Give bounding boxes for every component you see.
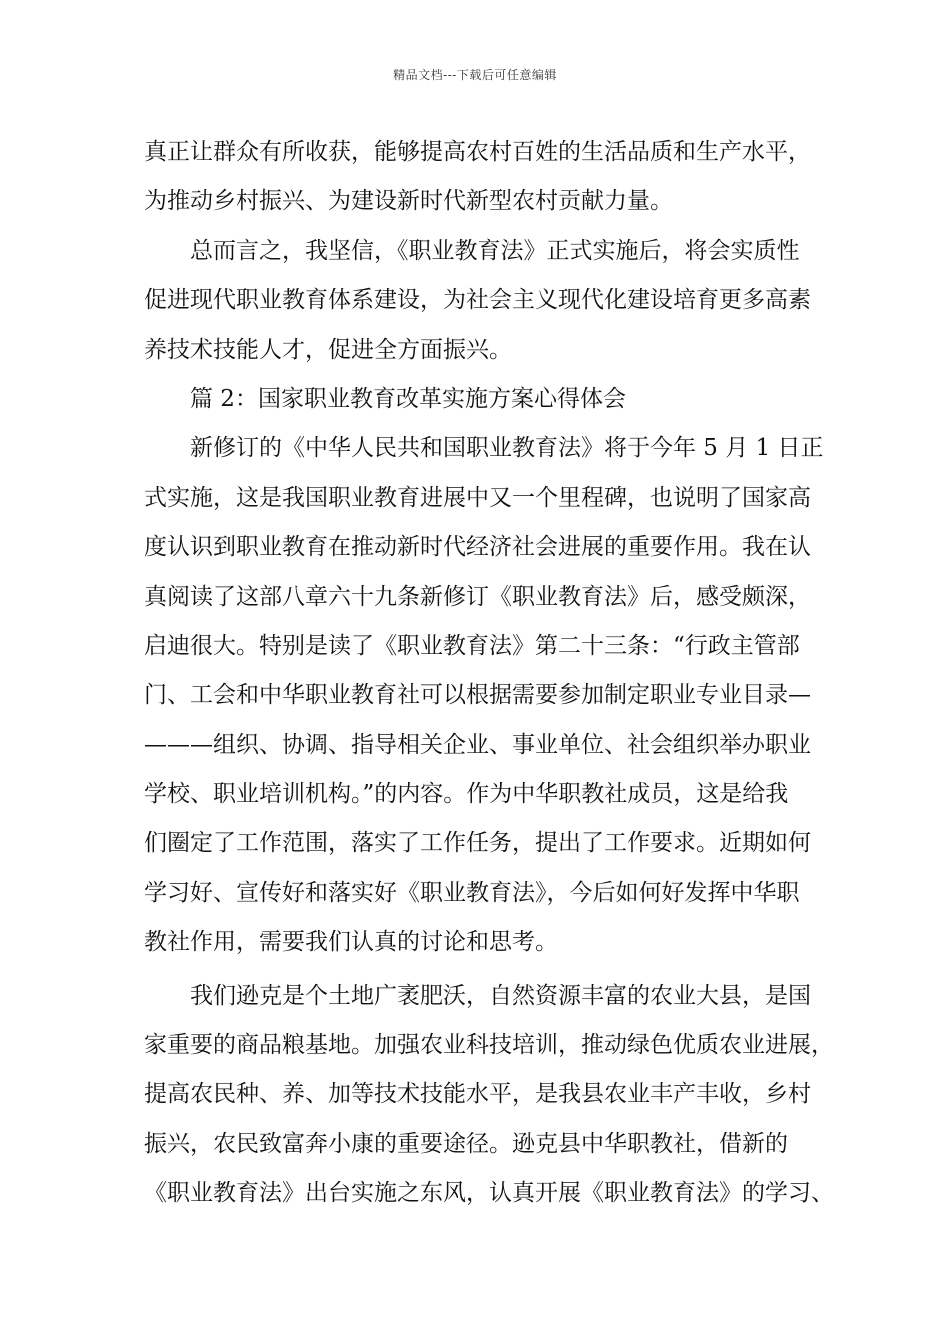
text-line: 家重要的商品粮基地。加强农业科技培训，推动绿色优质农业进展， — [144, 1032, 834, 1059]
paragraph-start: 新修订的《中华人民共和国职业教育法》将于今年 5 月 1 日正 — [190, 435, 824, 462]
document-body — [144, 128, 834, 1219]
text-line: 门、工会和中华职业教育社可以根据需要参加制定职业专业目录— — [144, 682, 811, 709]
paragraph-start: 我们逊克是个土地广袤肥沃，自然资源丰富的农业大县，是国 — [190, 982, 811, 1009]
text-line: 启迪很大。特别是读了《职业教育法》第二十三条：“行政主管部 — [144, 632, 800, 659]
text-line: 养技术技能人才，促进全方面振兴。 — [144, 336, 512, 363]
text-line: 振兴，农民致富奔小康的重要途径。逊克县中华职教社，借新的 — [144, 1130, 788, 1157]
text-line: 们圈定了工作范围，落实了工作任务，提出了工作要求。近期如何 — [144, 830, 811, 857]
text-line: 真正让群众有所收获，能够提高农村百姓的生活品质和生产水平， — [144, 139, 811, 165]
text-line: 教社作用，需要我们认真的讨论和思考。 — [144, 929, 558, 956]
text-line: 《职业教育法》出台实施之东风，认真开展《职业教育法》的学习、 — [144, 1180, 834, 1207]
page-header: 精品文档---下载后可任意编辑 — [393, 68, 557, 82]
text-line: 提高农民种、养、加等技术技能水平，是我县农业丰产丰收，乡村 — [144, 1081, 811, 1108]
text-line: 学校、职业培训机构。”的内容。作为中华职教社成员，这是给我 — [144, 781, 789, 808]
text-line: ———组织、协调、指导相关企业、事业单位、社会组织举办职业 — [144, 731, 811, 758]
text-line: 式实施，这是我国职业教育进展中又一个里程碑，也说明了国家高 — [144, 484, 811, 511]
text-line: 真阅读了这部八章六十九条新修订《职业教育法》后，感受颇深， — [144, 583, 811, 610]
text-line: 学习好、宣传好和落实好《职业教育法》，今后如何好发挥中华职 — [144, 879, 800, 906]
text-line: 为推动乡村振兴、为建设新时代新型农村贡献力量。 — [144, 188, 673, 215]
paragraph-start: 总而言之，我坚信，《职业教育法》正式实施后，将会实质性 — [190, 237, 800, 264]
section-heading: 篇 2：国家职业教育改革实施方案心得体会 — [190, 385, 626, 412]
text-line: 度认识到职业教育在推动新时代经济社会进展的重要作用。我在认 — [144, 534, 811, 561]
text-line: 促进现代职业教育体系建设，为社会主义现代化建设培育更多高素 — [144, 287, 811, 314]
